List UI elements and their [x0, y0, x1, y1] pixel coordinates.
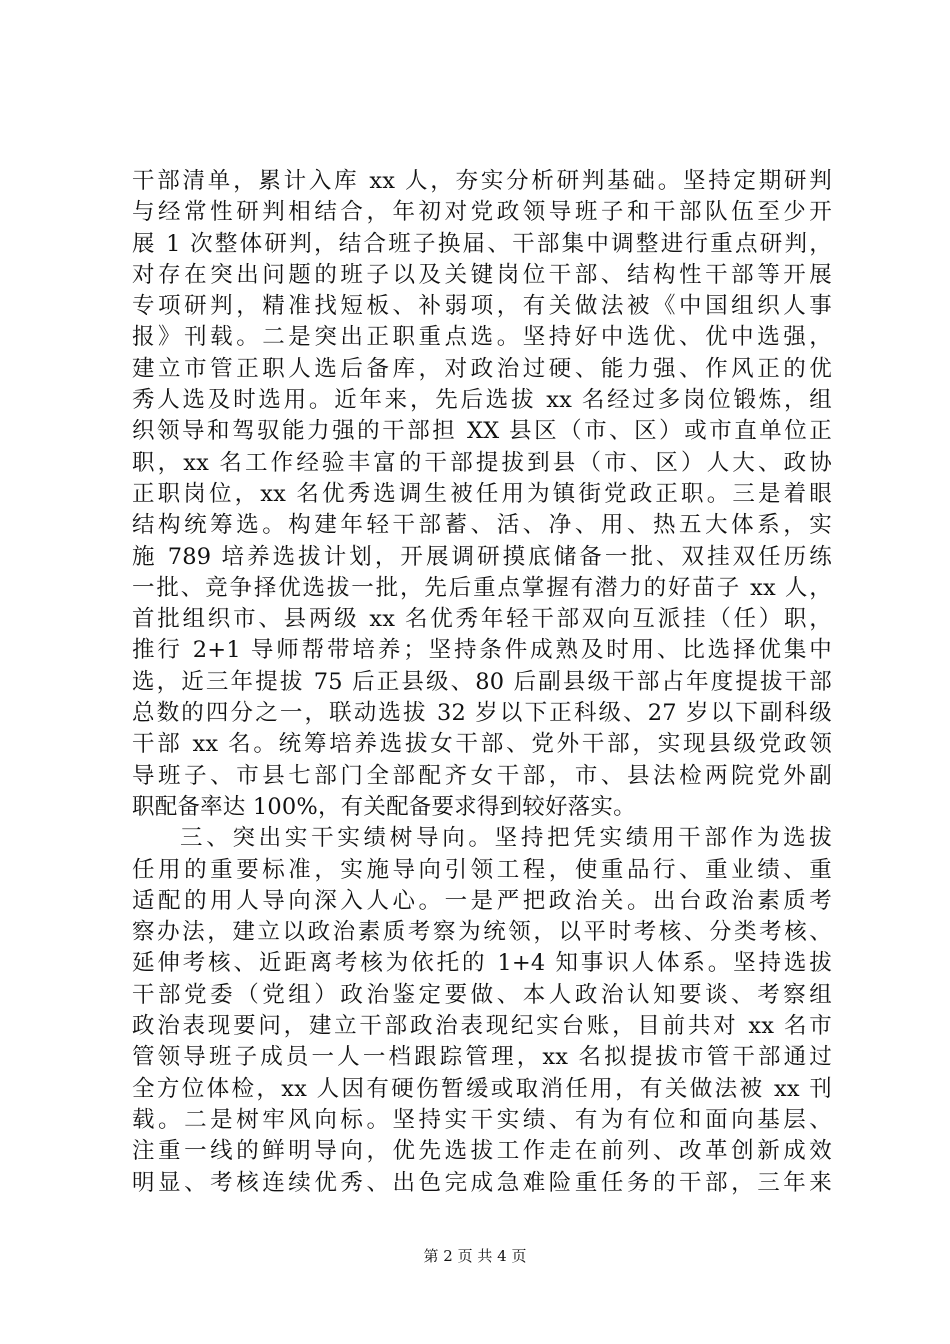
text-line: 载。二是树牢风向标。坚持实干实绩、有为有位和面向基层、 [132, 1106, 832, 1133]
text-line: 干部党委（党组）政治鉴定要做、本人政治认知要谈、考察组 [132, 981, 832, 1008]
text-line: 干部 xx 名。统筹培养选拔女干部、党外干部，实现县级党政领 [132, 731, 832, 758]
text-line: 建立市管正职人选后备库，对政治过硬、能力强、作风正的优 [132, 355, 832, 382]
page-footer: 第 2 页 共 4 页 [423, 1247, 527, 1265]
text-line: 一批、竞争择优选拔一批，先后重点掌握有潜力的好苗子 xx 人， [132, 574, 832, 601]
text-line: 职配备率达 100%，有关配备要求得到较好落实。 [132, 793, 636, 820]
text-line: 正职岗位，xx 名优秀选调生被任用为镇街党政正职。三是着眼 [132, 480, 832, 507]
text-line: 结构统筹选。构建年轻干部蓄、活、净、用、热五大体系，实 [132, 512, 832, 539]
text-line: 选，近三年提拔 75 后正县级、80 后副县级干部占年度提拔干部 [132, 668, 832, 695]
text-line: 管领导班子成员一人一档跟踪管理，xx 名拟提拔市管干部通过 [132, 1044, 832, 1071]
text-line: 总数的四分之一，联动选拔 32 岁以下正科级、27 岁以下副科级 [132, 700, 832, 727]
text-line: 推行 2+1 导师帮带培养；坚持条件成熟及时用、比选择优集中 [132, 637, 832, 664]
text-line: 延伸考核、近距离考核为依托的 1+4 知事识人体系。坚持选拔 [132, 950, 832, 977]
text-line: 三、突出实干实绩树导向。坚持把凭实绩用干部作为选拔 [180, 825, 832, 852]
text-line: 织领导和驾驭能力强的干部担 XX 县区（市、区）或市直单位正 [132, 418, 832, 445]
text-line: 展 1 次整体研判，结合班子换届、干部集中调整进行重点研判， [132, 230, 832, 257]
text-line: 任用的重要标准，实施导向引领工程，使重品行、重业绩、重 [132, 856, 832, 883]
text-line: 察办法，建立以政治素质考察为统领，以平时考核、分类考核、 [132, 919, 832, 946]
text-line: 政治表现要问，建立干部政治表现纪实台账，目前共对 xx 名市 [132, 1013, 832, 1040]
text-line: 专项研判，精准找短板、补弱项，有关做法被《中国组织人事 [132, 293, 832, 320]
text-line: 与经常性研判相结合，年初对党政领导班子和干部队伍至少开 [132, 199, 832, 226]
body-text [132, 166, 832, 1199]
text-line: 干部清单，累计入库 xx 人，夯实分析研判基础。坚持定期研判 [132, 168, 832, 194]
text-line: 职，xx 名工作经验丰富的干部提拔到县（市、区）人大、政协 [132, 449, 832, 476]
text-line: 秀人选及时选用。近年来，先后选拔 xx 名经过多岗位锻炼，组 [132, 387, 832, 414]
text-line: 导班子、市县七部门全部配齐女干部，市、县法检两院党外副 [132, 762, 832, 789]
text-line: 明显、考核连续优秀、出色完成急难险重任务的干部，三年来 [132, 1169, 832, 1196]
text-line: 首批组织市、县两级 xx 名优秀年轻干部双向互派挂（任）职， [132, 606, 832, 633]
text-line: 施 789 培养选拔计划，开展调研摸底储备一批、双挂双任历练 [132, 543, 832, 570]
text-line: 对存在突出问题的班子以及关键岗位干部、结构性干部等开展 [132, 261, 832, 288]
text-line: 适配的用人导向深入人心。一是严把政治关。出台政治素质考 [132, 887, 832, 914]
text-line: 全方位体检，xx 人因有硬伤暂缓或取消任用，有关做法被 xx 刊 [132, 1075, 832, 1102]
text-line: 注重一线的鲜明导向，优先选拔工作走在前列、改革创新成效 [132, 1138, 832, 1165]
text-line: 报》刊载。二是突出正职重点选。坚持好中选优、优中选强， [132, 324, 832, 351]
